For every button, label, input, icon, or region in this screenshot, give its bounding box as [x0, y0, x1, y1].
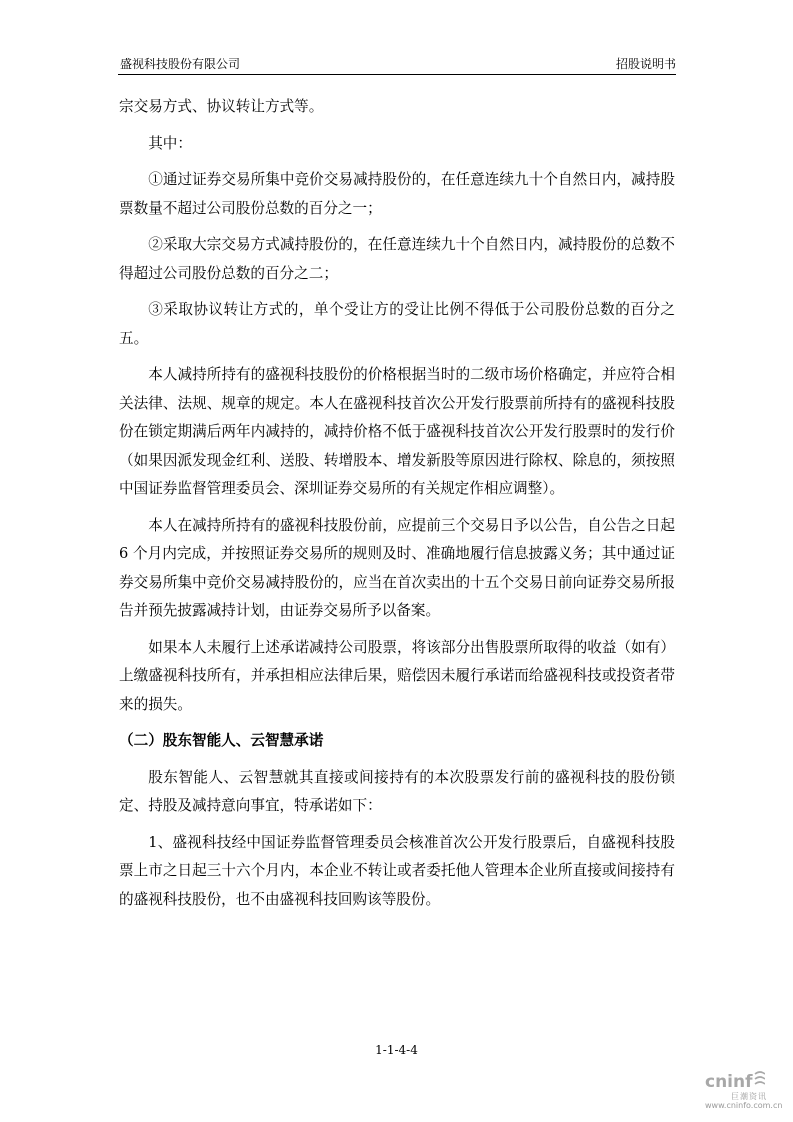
header-rule — [118, 74, 676, 75]
header-document-type: 招股说明书 — [615, 57, 676, 71]
paragraph: ②采取大宗交易方式减持股份的，在任意连续九十个自然日内，减持股份的总数不得超过公司股份总数的百分之二； — [119, 236, 675, 282]
paragraph: ①通过证券交易所集中竞价交易减持股份的，在任意连续九十个自然日内，减持股票数量不超过公司股份总数的百分之一； — [119, 171, 675, 217]
paragraph: ③采取协议转让方式的，单个受让方的受让比例不得低于公司股份总数的百分之五。 — [119, 301, 675, 347]
paragraph: 其中： — [148, 134, 192, 152]
cninfo-watermark — [703, 1068, 783, 1112]
section-heading: （二）股东智能人、云智慧承诺 — [119, 732, 324, 749]
cninfo-chinese-name: 巨潮资讯 — [731, 1092, 767, 1101]
document-body — [119, 93, 675, 922]
cninfo-logo-text: cninf — [705, 1072, 753, 1092]
paragraph: 本人减持所持有的盛视科技股份的价格根据当时的二级市场价格确定，并应符合相关法律、法规、规章的规定。本人在盛视科技首次公开发行股票前所持有的盛视科技股份在锁定期满后两年内减持的，减持价格不低于盛视科技首次公开发行股票时的发行价（如果因派发现金红利、送股、转增股本、增发新股等原因进行除权、除息的，须按照中国证券监督管理委员会、深圳证券交易所的有关规定作相应调整）。 — [119, 366, 675, 497]
paragraph: 股东智能人、云智慧就其直接或间接持有的本次股票发行前的盛视科技的股份锁定、持股及减持意向事宜，特承诺如下： — [119, 768, 675, 814]
paragraph: 本人在减持所持有的盛视科技股份前，应提前三个交易日予以公告，自公告之日起 6 个月内完成，并按照证券交易所的规则及时、准确地履行信息披露义务；其中通过证券交易所集中竞价交易减持股份的，应当在首次卖出的十五个交易日前向证券交易所报告并预先披露减持计划，由证券交易所予以备案。 — [119, 516, 675, 619]
paragraph: 如果本人未履行上述承诺减持公司股票，将该部分出售股票所取得的收益（如有）上缴盛视科技所有，并承担相应法律后果，赔偿因未履行承诺而给盛视科技或投资者带来的损失。 — [119, 638, 675, 713]
header-company-name: 盛视科技股份有限公司 — [120, 57, 241, 71]
cninfo-url: www.cninfo.com.cn — [705, 1101, 783, 1110]
page-number: 1-1-4-4 — [375, 1043, 418, 1057]
page-header — [118, 57, 676, 77]
paragraph: 1、盛视科技经中国证券监督管理委员会核准首次公开发行股票后，自盛视科技股票上市之日起三十六个月内，本企业不转让或者委托他人管理本企业所直接或间接持有的盛视科技股份，也不由盛视科技回购该等股份。 — [119, 833, 675, 908]
paragraph: 宗交易方式、协议转让方式等。 — [119, 98, 324, 115]
